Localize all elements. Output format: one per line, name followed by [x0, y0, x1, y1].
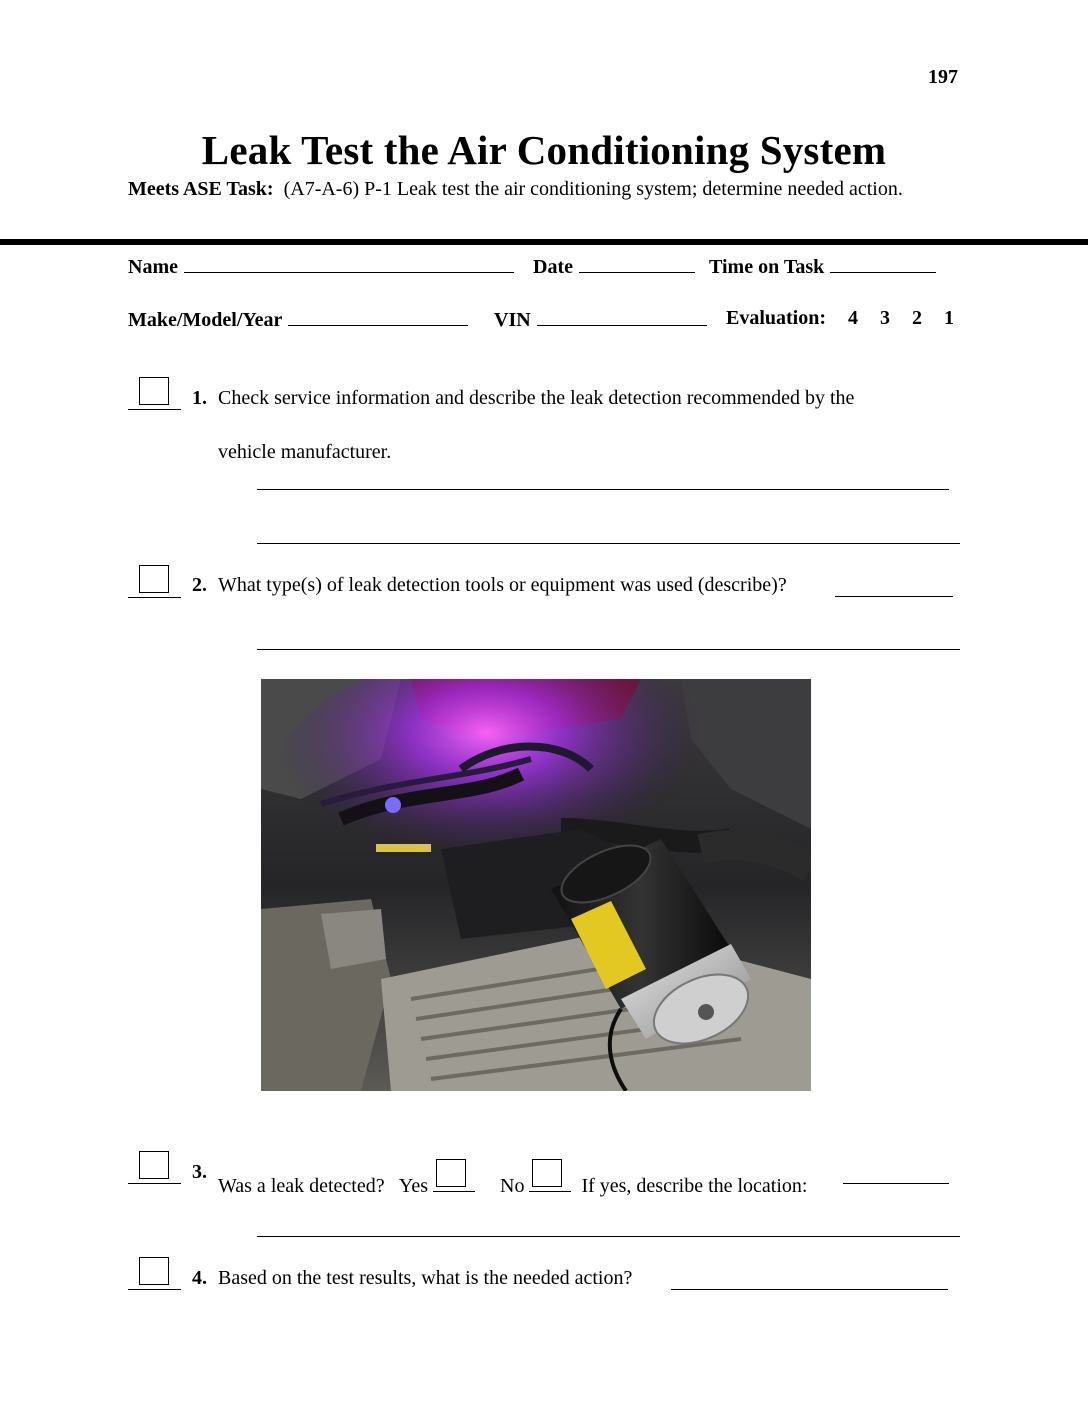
- ase-task-text: (A7-A-6) P-1 Leak test the air conditioning system; determine needed action.: [283, 178, 903, 200]
- q1-answer-line-2[interactable]: [257, 543, 960, 544]
- q3-number: 3.: [192, 1161, 207, 1183]
- page-number: 197: [928, 66, 958, 88]
- date-blank[interactable]: [579, 254, 695, 273]
- q1-checkbox-row[interactable]: [128, 375, 181, 410]
- vin-field[interactable]: [494, 307, 707, 332]
- name-label: Name: [128, 256, 178, 278]
- ase-task: [128, 178, 903, 201]
- q2-number: 2.: [192, 574, 207, 596]
- evaluation-score-1[interactable]: 1: [944, 307, 955, 329]
- q1-text: Check service information and describe the leak detection recommended by the: [218, 387, 855, 409]
- q3-yes-checkbox[interactable]: [433, 1161, 475, 1192]
- q3-answer-line-1[interactable]: [843, 1183, 949, 1184]
- q3-question: Was a leak detected?: [218, 1175, 385, 1197]
- q4-checkbox-row[interactable]: [128, 1255, 181, 1290]
- q4-text: Based on the test results, what is the needed action?: [218, 1267, 633, 1289]
- uv-leak-detector-photo: [261, 679, 811, 1091]
- name-field[interactable]: [128, 254, 514, 279]
- q4-answer-line[interactable]: [671, 1289, 948, 1290]
- make-blank[interactable]: [288, 307, 468, 326]
- page-title: Leak Test the Air Conditioning System: [201, 127, 887, 173]
- q1-number: 1.: [192, 387, 207, 409]
- q3-checkbox[interactable]: [139, 1151, 169, 1179]
- name-blank[interactable]: [184, 254, 514, 273]
- ase-task-label: Meets ASE Task:: [128, 178, 274, 200]
- q1-text-continued: vehicle manufacturer.: [218, 441, 392, 463]
- time-field[interactable]: [709, 254, 936, 279]
- q2-text: What type(s) of leak detection tools or equipment was used (describe)?: [218, 574, 787, 596]
- q2-answer-line-1[interactable]: [835, 596, 953, 597]
- q3-answer-line-2[interactable]: [257, 1236, 960, 1237]
- q1-checkbox[interactable]: [139, 377, 169, 405]
- evaluation-score-3[interactable]: 3: [880, 307, 891, 329]
- make-label: Make/Model/Year: [128, 309, 283, 331]
- q3-no-label: No: [500, 1175, 525, 1197]
- time-label: Time on Task: [709, 256, 825, 278]
- q2-checkbox[interactable]: [139, 565, 169, 593]
- q3-text: [218, 1161, 807, 1198]
- q3-yes-label: Yes: [398, 1175, 428, 1197]
- date-label: Date: [533, 256, 573, 278]
- q3-followup: If yes, describe the location:: [581, 1175, 808, 1197]
- evaluation-score-4[interactable]: 4: [848, 307, 859, 329]
- evaluation-field: [726, 307, 954, 330]
- make-field[interactable]: [128, 307, 468, 332]
- q1-answer-line-1[interactable]: [257, 489, 949, 490]
- date-field[interactable]: [533, 254, 695, 279]
- time-blank[interactable]: [830, 254, 936, 273]
- header-divider: [0, 239, 1088, 245]
- vin-blank[interactable]: [537, 307, 707, 326]
- q2-checkbox-row[interactable]: [128, 563, 181, 598]
- evaluation-label: Evaluation:: [726, 307, 827, 329]
- evaluation-score-2[interactable]: 2: [912, 307, 923, 329]
- vin-label: VIN: [494, 309, 531, 331]
- q4-number: 4.: [192, 1267, 207, 1289]
- q3-no-checkbox[interactable]: [529, 1161, 571, 1192]
- engine-bay-illustration: [261, 679, 811, 1091]
- q3-checkbox-row[interactable]: [128, 1149, 181, 1184]
- q4-checkbox[interactable]: [139, 1257, 169, 1285]
- q2-answer-line-2[interactable]: [257, 649, 960, 650]
